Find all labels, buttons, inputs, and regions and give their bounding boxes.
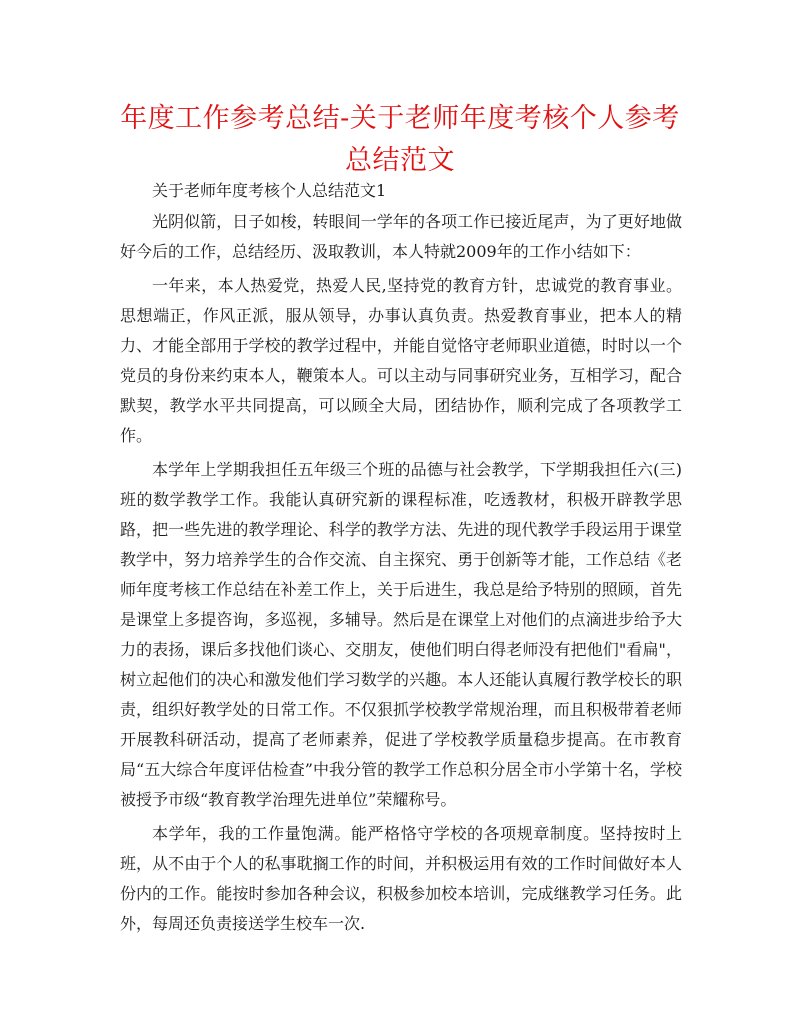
- document-body: [120, 176, 682, 943]
- paragraph-intro: 光阴似箭，日子如梭，转眼间一学年的各项工作已接近尾声，为了更好地做好今后的工作，总结经历、汲取教训，本人特就2009年的工作小结如下：: [120, 212, 682, 261]
- paragraph-teaching: 本学年上学期我担任五年级三个班的品德与社会教学，下学期我担任六(三)班的数学教学工作。我能认真研究新的课程标准，吃透教材，积极开辟教学思路，把一些先进的教学理论、科学的教学方法、先进的现代教学手段运用于课堂教学中，努力培养学生的合作交流、自主探究、勇于创新等才能，工作总结《老师年度考核工作总结在补差工作上，关于后进生，我总是给予特别的照顾，首先是课堂上多提咨询，多巡视，多辅导。然后是在课堂上对他们的点滴进步给予大力的表扬，课后多找他们谈心、交朋友，使他们明白得老师没有把他们"看扁"，树立起他们的决心和激发他们学习数学的兴趣。本人还能认真履行教学校长的职责，组织好教学处的日常工作。不仅狠抓学校教学常规治理，而且积极带着老师开展教科研活动，提高了老师素养，促进了学校教学质量稳步提高。在市教育局“五大综合年度评估检查”中我分管的教学工作总积分居全市小学第十名，学校被授予市级“教育教学治理先进单位”荣耀称号。: [120, 460, 682, 809]
- paragraph-attitude: 一年来，本人热爱党，热爱人民,坚持党的教育方针，忠诚党的教育事业。思想端正，作风正派，服从领导，办事认真负责。热爱教育事业，把本人的精力、才能全部用于学校的教学过程中，并能自觉恪守老师职业道德，时时以一个党员的身份来约束本人，鞭策本人。可以主动与同事研究业务，互相学习，配合默契，教学水平共同提高，可以顾全大局，团结协作，顺利完成了各项教学工作。: [120, 276, 682, 445]
- document-title: 年度工作参考总结-关于老师年度考核个人参考总结范文: [120, 103, 680, 176]
- paragraph-workload: 本学年，我的工作量饱满。能严格恪守学校的各项规章制度。坚持按时上班，从不由于个人的私事耽搁工作的时间，并积极运用有效的工作时间做好本人份内的工作。能按时参加各种会议，积极参加校本培训，完成继教学习任务。此外，每周还负责接送学生校车一次.: [120, 824, 682, 933]
- document-subtitle: 关于老师年度考核个人总结范文1: [152, 181, 387, 200]
